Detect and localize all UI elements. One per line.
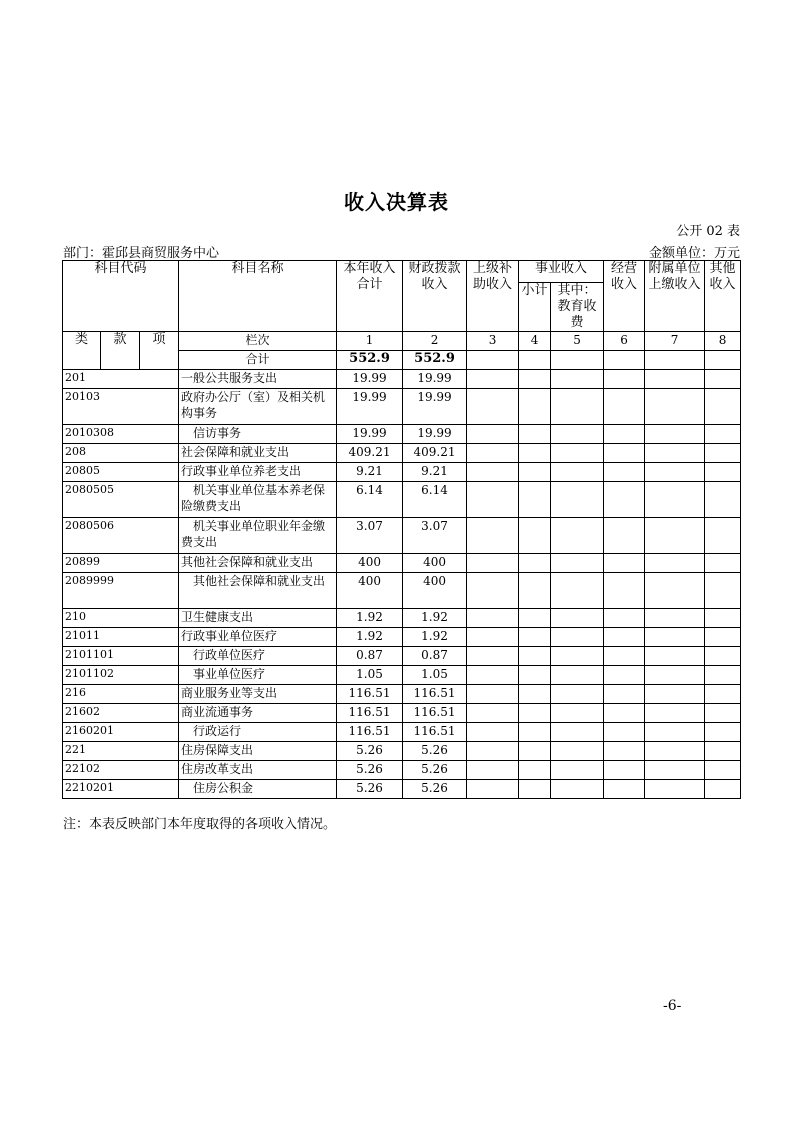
empty-cell [551, 780, 604, 799]
total-income: 400 [337, 554, 403, 573]
subject-code: 210 [63, 609, 179, 628]
page-number: -6- [663, 998, 682, 1014]
header-superior-subsidy: 上级补助收入 [467, 261, 519, 332]
total-income: 116.51 [337, 723, 403, 742]
subject-name: 政府办公厅（室）及相关机构事务 [179, 389, 337, 425]
header-subject-name: 科目名称 [179, 261, 337, 332]
empty-cell [519, 389, 551, 425]
fiscal-income: 400 [403, 573, 467, 609]
empty-cell [604, 647, 645, 666]
subject-code: 21011 [63, 628, 179, 647]
empty-cell [519, 742, 551, 761]
empty-cell [551, 370, 604, 389]
empty-cell [604, 463, 645, 482]
empty-cell [705, 780, 741, 799]
table-row [63, 704, 741, 723]
empty-cell [705, 425, 741, 444]
empty-cell [705, 370, 741, 389]
subject-name: 机关事业单位职业年金缴费支出 [179, 518, 337, 554]
table-row [63, 780, 741, 799]
header-lei: 类 [63, 332, 101, 370]
empty-cell [467, 761, 519, 780]
empty-cell [705, 554, 741, 573]
empty-cell [604, 482, 645, 518]
table-row [63, 463, 741, 482]
empty-cell [645, 518, 705, 554]
total-income: 1.05 [337, 666, 403, 685]
empty-cell [551, 723, 604, 742]
sum-fiscal: 552.9 [403, 351, 467, 370]
empty-cell [645, 685, 705, 704]
subject-code: 20103 [63, 389, 179, 425]
empty-cell [604, 444, 645, 463]
fiscal-income: 19.99 [403, 370, 467, 389]
table-row [63, 573, 741, 609]
subject-name: 事业单位医疗 [179, 666, 337, 685]
empty-cell [519, 482, 551, 518]
empty-cell [705, 444, 741, 463]
fiscal-income: 116.51 [403, 723, 467, 742]
subject-code: 2089999 [63, 573, 179, 609]
empty-cell [645, 704, 705, 723]
empty-cell [551, 761, 604, 780]
empty-cell [645, 573, 705, 609]
column-number: 3 [467, 332, 519, 351]
empty-cell [519, 685, 551, 704]
empty-cell [467, 780, 519, 799]
header-kuan: 款 [101, 332, 140, 370]
subject-name: 行政运行 [179, 723, 337, 742]
empty-cell [467, 666, 519, 685]
fiscal-income: 9.21 [403, 463, 467, 482]
page-title: 收入决算表 [344, 190, 449, 214]
subject-code: 208 [63, 444, 179, 463]
column-number: 8 [705, 332, 741, 351]
table-row [63, 609, 741, 628]
empty-cell [467, 742, 519, 761]
fiscal-income: 1.92 [403, 628, 467, 647]
empty-cell [705, 742, 741, 761]
empty-cell [467, 389, 519, 425]
header-business-income: 事业收入 [519, 261, 604, 283]
column-number: 7 [645, 332, 705, 351]
empty-cell [645, 444, 705, 463]
table-row [63, 444, 741, 463]
empty-cell [467, 444, 519, 463]
empty-cell [604, 389, 645, 425]
sum-label: 合计 [179, 351, 337, 370]
empty-cell [551, 704, 604, 723]
empty-cell [604, 370, 645, 389]
empty-cell [467, 425, 519, 444]
total-income: 19.99 [337, 370, 403, 389]
empty-cell [551, 628, 604, 647]
subject-code: 22102 [63, 761, 179, 780]
empty-cell [551, 518, 604, 554]
empty-cell [467, 554, 519, 573]
subject-name: 机关事业单位基本养老保险缴费支出 [179, 482, 337, 518]
subject-code: 2101101 [63, 647, 179, 666]
empty-cell [519, 370, 551, 389]
empty-cell [551, 389, 604, 425]
empty-cell [467, 463, 519, 482]
empty-cell [604, 666, 645, 685]
empty-cell [645, 761, 705, 780]
total-income: 1.92 [337, 628, 403, 647]
subject-name: 商业流通事务 [179, 704, 337, 723]
subject-name: 行政单位医疗 [179, 647, 337, 666]
header-education-fee: 其中：教育收费 [551, 283, 604, 332]
empty-cell [705, 723, 741, 742]
empty-cell [604, 628, 645, 647]
empty-cell [645, 723, 705, 742]
header-other-income: 其他收入 [705, 261, 741, 332]
empty-cell [467, 628, 519, 647]
table-row [63, 518, 741, 554]
total-income: 5.26 [337, 742, 403, 761]
empty-cell [705, 647, 741, 666]
income-table [62, 260, 741, 799]
empty-cell [551, 685, 604, 704]
empty-cell [519, 723, 551, 742]
fiscal-income: 116.51 [403, 704, 467, 723]
fiscal-income: 116.51 [403, 685, 467, 704]
total-income: 5.26 [337, 761, 403, 780]
empty-cell [645, 554, 705, 573]
column-number: 2 [403, 332, 467, 351]
subject-code: 2101102 [63, 666, 179, 685]
header-subject-code: 科目代码 [63, 261, 179, 332]
empty-cell [551, 666, 604, 685]
empty-cell [519, 518, 551, 554]
empty-cell [519, 444, 551, 463]
empty-cell [604, 573, 645, 609]
empty-cell [551, 444, 604, 463]
header-total-income: 本年收入合计 [337, 261, 403, 332]
subject-code: 20805 [63, 463, 179, 482]
empty-cell [645, 425, 705, 444]
subject-code: 2160201 [63, 723, 179, 742]
fiscal-income: 3.07 [403, 518, 467, 554]
table-row [63, 666, 741, 685]
header-affiliated-income: 附属单位上缴收入 [645, 261, 705, 332]
empty-cell [645, 463, 705, 482]
empty-cell [604, 742, 645, 761]
empty-cell [519, 573, 551, 609]
table-row [63, 425, 741, 444]
empty-cell [705, 666, 741, 685]
subject-name: 其他社会保障和就业支出 [179, 573, 337, 609]
fiscal-income: 5.26 [403, 761, 467, 780]
empty-cell [467, 685, 519, 704]
subject-name: 行政事业单位养老支出 [179, 463, 337, 482]
fiscal-income: 409.21 [403, 444, 467, 463]
subject-code: 221 [63, 742, 179, 761]
column-number-label: 栏次 [179, 332, 337, 351]
department-label: 部门：霍邱县商贸服务中心 [63, 246, 220, 261]
empty-cell [604, 518, 645, 554]
table-row [63, 685, 741, 704]
empty-cell [705, 573, 741, 609]
subject-name: 行政事业单位医疗 [179, 628, 337, 647]
header-xiang: 项 [140, 332, 179, 370]
table-row [63, 389, 741, 425]
empty-cell [551, 609, 604, 628]
subject-code: 2080506 [63, 518, 179, 554]
empty-cell [551, 425, 604, 444]
total-income: 6.14 [337, 482, 403, 518]
subject-name: 一般公共服务支出 [179, 370, 337, 389]
column-number: 5 [551, 332, 604, 351]
header-operating-income: 经营收入 [604, 261, 645, 332]
empty-cell [705, 628, 741, 647]
empty-cell [467, 518, 519, 554]
empty-cell [645, 742, 705, 761]
subject-code: 216 [63, 685, 179, 704]
table-note: 注：本表反映部门本年度取得的各项收入情况。 [63, 817, 337, 832]
subject-code: 2080505 [63, 482, 179, 518]
empty-cell [705, 685, 741, 704]
empty-cell [705, 518, 741, 554]
empty-cell [551, 647, 604, 666]
table-row [63, 628, 741, 647]
total-income: 3.07 [337, 518, 403, 554]
total-income: 116.51 [337, 704, 403, 723]
empty-cell [645, 389, 705, 425]
empty-cell [645, 609, 705, 628]
table-row [63, 370, 741, 389]
empty-cell [551, 742, 604, 761]
fiscal-income: 5.26 [403, 780, 467, 799]
empty-cell [467, 370, 519, 389]
empty-cell [604, 780, 645, 799]
empty-cell [604, 761, 645, 780]
empty-cell [519, 425, 551, 444]
total-income: 19.99 [337, 389, 403, 425]
form-number: 公开 02 表 [676, 224, 740, 239]
empty-cell [705, 482, 741, 518]
empty-cell [551, 463, 604, 482]
empty-cell [645, 666, 705, 685]
empty-cell [604, 723, 645, 742]
table-row [63, 723, 741, 742]
header-fiscal-income: 财政拨款收入 [403, 261, 467, 332]
empty-cell [467, 704, 519, 723]
fiscal-income: 19.99 [403, 425, 467, 444]
amount-unit-label: 金额单位：万元 [648, 246, 740, 261]
empty-cell [604, 609, 645, 628]
sum-total: 552.9 [337, 351, 403, 370]
table-row [63, 761, 741, 780]
table-row [63, 647, 741, 666]
total-income: 19.99 [337, 425, 403, 444]
subject-code: 21602 [63, 704, 179, 723]
fiscal-income: 1.05 [403, 666, 467, 685]
header-subtotal: 小计 [519, 283, 551, 332]
fiscal-income: 19.99 [403, 389, 467, 425]
empty-cell [604, 685, 645, 704]
total-income: 0.87 [337, 647, 403, 666]
empty-cell [519, 554, 551, 573]
empty-cell [519, 761, 551, 780]
empty-cell [467, 482, 519, 518]
total-income: 5.26 [337, 780, 403, 799]
empty-cell [519, 704, 551, 723]
subject-name: 商业服务业等支出 [179, 685, 337, 704]
subject-name: 社会保障和就业支出 [179, 444, 337, 463]
empty-cell [604, 704, 645, 723]
table-row [63, 554, 741, 573]
subject-name: 卫生健康支出 [179, 609, 337, 628]
table-row [63, 742, 741, 761]
fiscal-income: 5.26 [403, 742, 467, 761]
empty-cell [645, 628, 705, 647]
total-income: 400 [337, 573, 403, 609]
subject-name: 住房公积金 [179, 780, 337, 799]
empty-cell [645, 482, 705, 518]
subject-code: 2010308 [63, 425, 179, 444]
empty-cell [519, 666, 551, 685]
empty-cell [604, 425, 645, 444]
fiscal-income: 0.87 [403, 647, 467, 666]
subject-name: 其他社会保障和就业支出 [179, 554, 337, 573]
empty-cell [519, 463, 551, 482]
empty-cell [705, 704, 741, 723]
total-income: 1.92 [337, 609, 403, 628]
empty-cell [467, 573, 519, 609]
fiscal-income: 400 [403, 554, 467, 573]
subject-code: 20899 [63, 554, 179, 573]
empty-cell [519, 647, 551, 666]
subject-name: 住房改革支出 [179, 761, 337, 780]
empty-cell [551, 554, 604, 573]
empty-cell [467, 609, 519, 628]
empty-cell [705, 761, 741, 780]
fiscal-income: 6.14 [403, 482, 467, 518]
empty-cell [519, 609, 551, 628]
table-body [63, 370, 741, 799]
empty-cell [705, 463, 741, 482]
subject-code: 2210201 [63, 780, 179, 799]
empty-cell [705, 609, 741, 628]
empty-cell [551, 573, 604, 609]
subject-name: 住房保障支出 [179, 742, 337, 761]
total-income: 9.21 [337, 463, 403, 482]
empty-cell [551, 482, 604, 518]
table-row [63, 482, 741, 518]
empty-cell [645, 647, 705, 666]
empty-cell [645, 370, 705, 389]
empty-cell [705, 389, 741, 425]
total-income: 409.21 [337, 444, 403, 463]
column-number: 1 [337, 332, 403, 351]
subject-name: 信访事务 [179, 425, 337, 444]
column-number: 4 [519, 332, 551, 351]
empty-cell [645, 780, 705, 799]
empty-cell [519, 628, 551, 647]
column-number: 6 [604, 332, 645, 351]
subject-code: 201 [63, 370, 179, 389]
empty-cell [467, 647, 519, 666]
fiscal-income: 1.92 [403, 609, 467, 628]
empty-cell [604, 554, 645, 573]
total-income: 116.51 [337, 685, 403, 704]
empty-cell [467, 723, 519, 742]
empty-cell [519, 780, 551, 799]
